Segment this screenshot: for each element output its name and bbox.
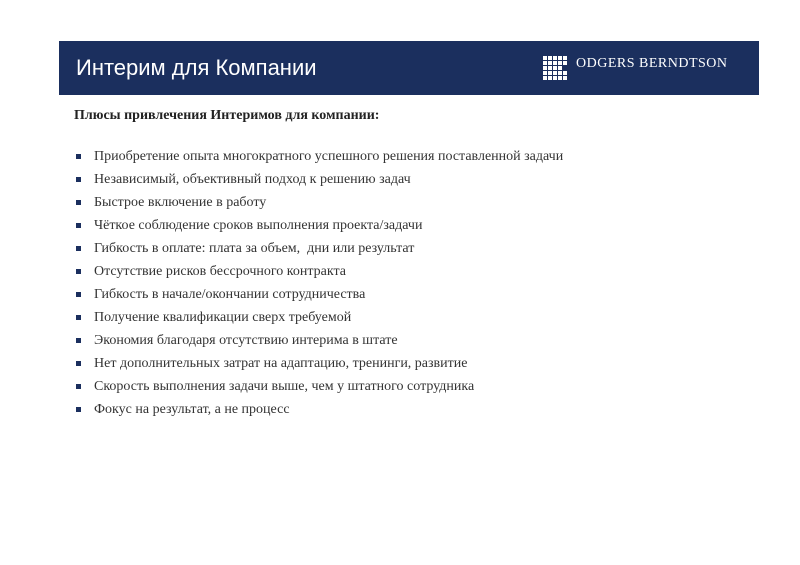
logo-grid-icon xyxy=(543,56,568,81)
page-title: Интерим для Компании xyxy=(76,55,317,80)
square-bullet-icon xyxy=(76,269,81,274)
list-item: Получение квалификации сверх требуемой xyxy=(74,309,563,332)
list-item: Скорость выполнения задачи выше, чем у штатного сотрудника xyxy=(74,378,563,401)
square-bullet-icon xyxy=(76,315,81,320)
square-bullet-icon xyxy=(76,384,81,389)
list-item: Гибкость в оплате: плата за объем, дни или результат xyxy=(74,240,563,263)
square-bullet-icon xyxy=(76,292,81,297)
list-item: Быстрое включение в работу xyxy=(74,194,563,217)
square-bullet-icon xyxy=(76,407,81,412)
logo-text: ODGERS BERNDTSON xyxy=(576,55,728,71)
square-bullet-icon xyxy=(76,338,81,343)
square-bullet-icon xyxy=(76,177,81,182)
list-item: Независимый, объективный подход к решению задач xyxy=(74,171,563,194)
square-bullet-icon xyxy=(76,246,81,251)
list-item: Нет дополнительных затрат на адаптацию, тренинги, развитие xyxy=(74,355,563,378)
square-bullet-icon xyxy=(76,200,81,205)
company-logo xyxy=(543,56,728,81)
list-item: Фокус на результат, а не процесс xyxy=(74,401,563,424)
list-item: Отсутствие рисков бессрочного контракта xyxy=(74,263,563,286)
benefits-list xyxy=(74,148,563,424)
square-bullet-icon xyxy=(76,154,81,159)
list-item: Экономия благодаря отсутствию интерима в штате xyxy=(74,332,563,355)
square-bullet-icon xyxy=(76,361,81,366)
section-subtitle: Плюсы привлечения Интеримов для компании: xyxy=(74,108,380,123)
square-bullet-icon xyxy=(76,223,81,228)
list-item: Чёткое соблюдение сроков выполнения проекта/задачи xyxy=(74,217,563,240)
list-item: Приобретение опыта многократного успешного решения поставленной задачи xyxy=(74,148,563,171)
header-bar xyxy=(59,41,759,95)
list-item: Гибкость в начале/окончании сотрудничества xyxy=(74,286,563,309)
